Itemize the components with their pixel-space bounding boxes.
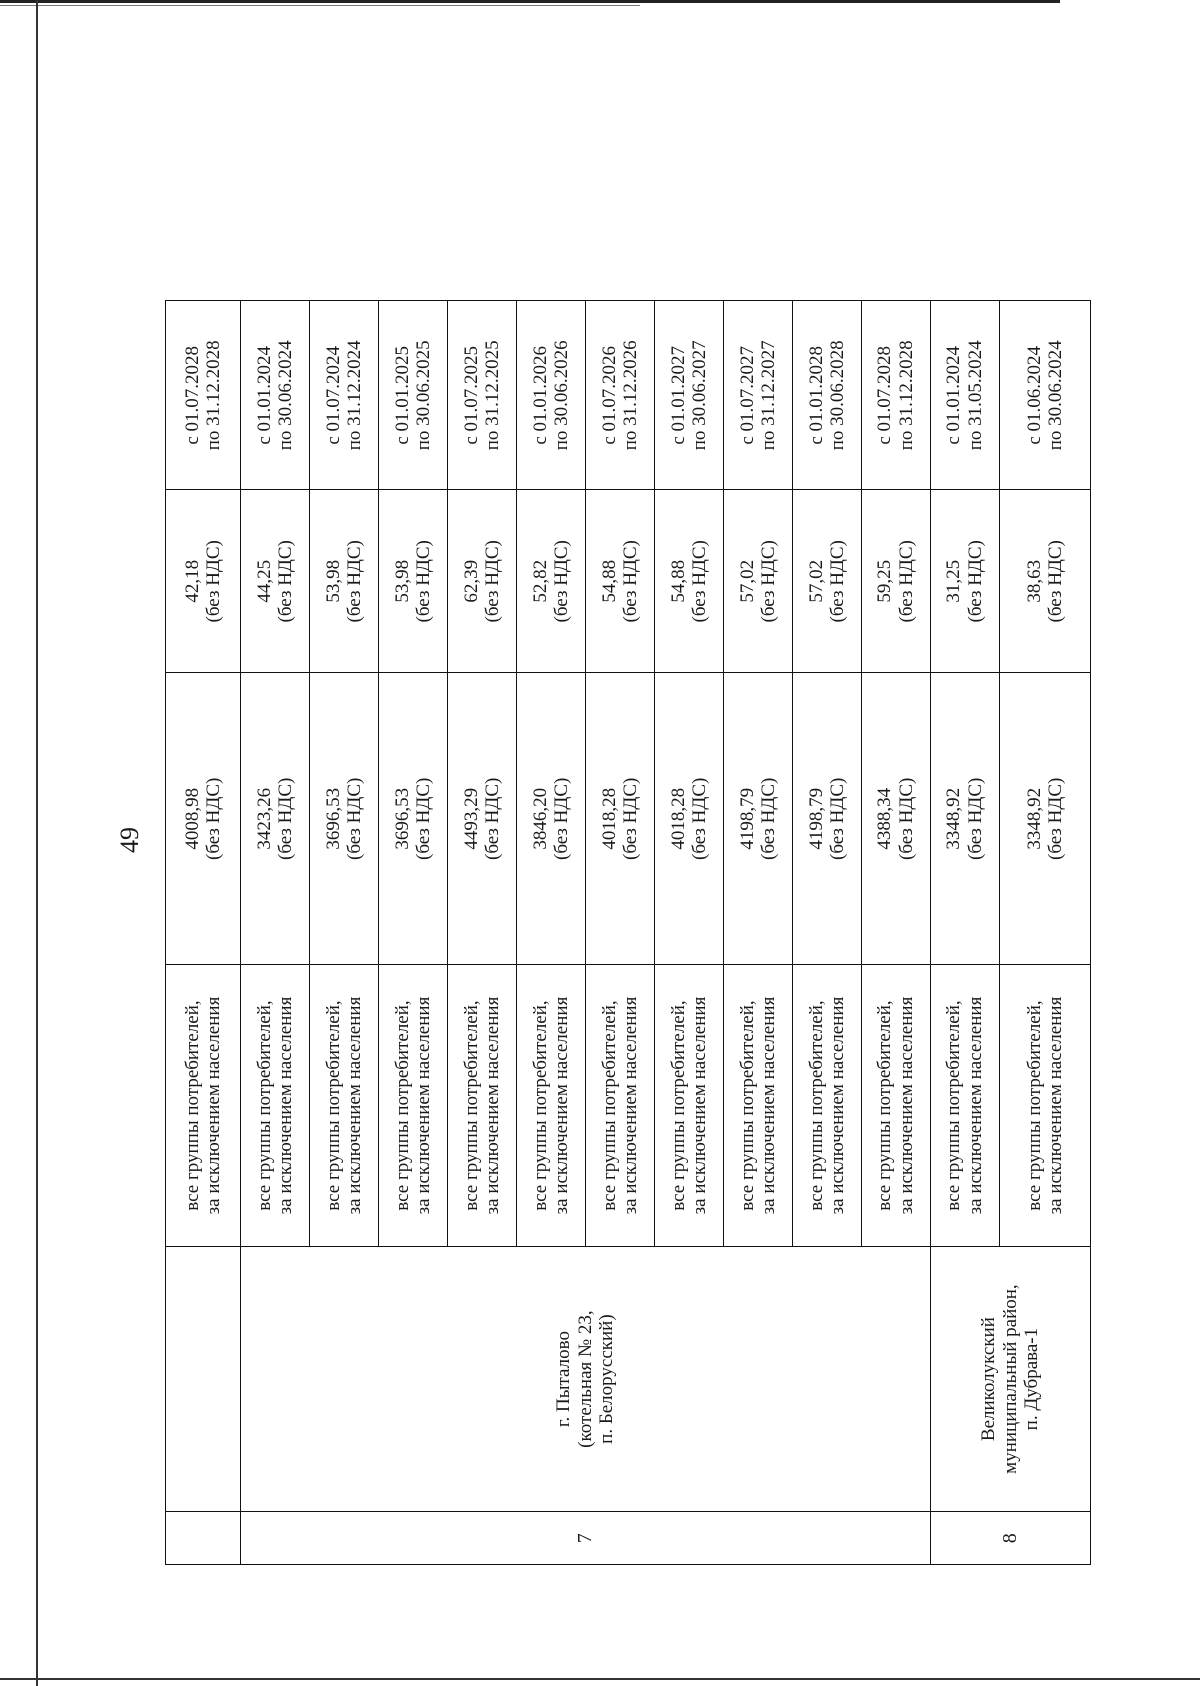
vat-note: (без НДС) bbox=[344, 540, 365, 623]
validity-period-cell bbox=[378, 301, 447, 490]
scan-edge-top-secondary bbox=[0, 5, 640, 6]
consumer-group-line: все группы потребителей, bbox=[391, 1000, 413, 1211]
consumer-group-line: за исключением населения bbox=[275, 996, 297, 1215]
tariff-secondary-value: 54,88 bbox=[598, 559, 620, 603]
validity-period-line: по 31.12.2028 bbox=[895, 340, 917, 451]
tariff-value: 4388,34 bbox=[874, 787, 896, 850]
table-row bbox=[930, 101, 999, 1565]
validity-period-cell bbox=[516, 301, 585, 490]
tariff-value-cell bbox=[861, 673, 930, 965]
row-number-cell: 8 bbox=[930, 1512, 1090, 1565]
consumer-group-cell bbox=[378, 965, 447, 1247]
scan-edge-left bbox=[36, 0, 38, 1686]
tariff-secondary-value: 59,25 bbox=[874, 559, 896, 603]
tariff-value-cell bbox=[585, 673, 654, 965]
tariff-secondary-value: 57,02 bbox=[736, 559, 758, 603]
validity-period-line: с 01.01.2026 bbox=[529, 345, 551, 445]
vat-note: (без НДС) bbox=[964, 777, 986, 860]
consumer-group-cell bbox=[585, 965, 654, 1247]
tariff-value: 3696,53 bbox=[322, 787, 344, 850]
validity-period-cell bbox=[654, 301, 723, 490]
tariff-secondary-value-cell bbox=[654, 490, 723, 673]
vat-note: (без НДС) bbox=[550, 777, 572, 860]
vat-note: (без НДС) bbox=[1044, 540, 1066, 623]
table-row bbox=[241, 101, 310, 1565]
vat-note: (без НДС) bbox=[344, 777, 365, 860]
tariff-table-body bbox=[166, 101, 1091, 1565]
tariff-secondary-value-cell bbox=[792, 490, 861, 673]
validity-period-cell bbox=[310, 301, 379, 490]
row-number-cell bbox=[166, 1512, 241, 1565]
location-cell bbox=[930, 1246, 1090, 1512]
vat-note: (без НДС) bbox=[688, 540, 710, 623]
tariff-secondary-value: 44,25 bbox=[253, 559, 275, 603]
rotated-table-wrapper bbox=[165, 100, 1091, 1565]
consumer-group-cell bbox=[166, 965, 241, 1247]
location-line: г. Пыталово bbox=[553, 1331, 575, 1428]
validity-period-line: по 30.06.2024 bbox=[1044, 340, 1066, 451]
consumer-group-line: за исключением населения bbox=[203, 996, 225, 1215]
row-number-cell: 7 bbox=[241, 1512, 931, 1565]
validity-period-line: с 01.07.2024 bbox=[322, 345, 344, 445]
vat-note: (без НДС) bbox=[481, 540, 503, 623]
tariff-value: 3423,26 bbox=[253, 787, 275, 850]
validity-period-cell bbox=[447, 301, 516, 490]
tariff-value: 4198,79 bbox=[805, 787, 827, 850]
tariff-value: 3348,92 bbox=[1023, 787, 1045, 850]
tariff-value-cell bbox=[999, 673, 1090, 965]
tariff-value-cell bbox=[310, 673, 379, 965]
consumer-group-line: за исключением населения bbox=[757, 996, 779, 1215]
tariff-value: 3846,20 bbox=[529, 787, 551, 850]
vat-note: (без НДС) bbox=[757, 777, 779, 860]
tariff-value-cell bbox=[166, 673, 241, 965]
vat-note: (без НДС) bbox=[964, 540, 986, 623]
tariff-secondary-value-cell bbox=[378, 490, 447, 673]
location-cell bbox=[166, 1246, 241, 1512]
tariff-value: 4198,79 bbox=[736, 787, 758, 850]
location-cell bbox=[241, 1246, 931, 1512]
validity-period-line: по 31.12.2024 bbox=[344, 340, 365, 451]
consumer-group-line: за исключением населения bbox=[550, 996, 572, 1215]
tariff-secondary-value: 54,88 bbox=[667, 559, 689, 603]
consumer-group-line: за исключением населения bbox=[826, 996, 848, 1215]
consumer-group-cell bbox=[723, 965, 792, 1247]
consumer-group-line: все группы потребителей, bbox=[1023, 1000, 1045, 1211]
consumer-group-cell bbox=[861, 965, 930, 1247]
vat-note: (без НДС) bbox=[1044, 777, 1066, 860]
validity-period-line: по 30.06.2027 bbox=[688, 340, 710, 451]
tariff-value-cell bbox=[654, 673, 723, 965]
consumer-group-line: за исключением населения bbox=[964, 996, 986, 1215]
validity-period-line: с 01.01.2024 bbox=[253, 345, 275, 445]
consumer-group-line: за исключением населения bbox=[1044, 996, 1066, 1215]
validity-period-line: по 30.06.2028 bbox=[826, 340, 848, 451]
tariff-secondary-value-cell bbox=[999, 490, 1090, 673]
consumer-group-cell bbox=[999, 965, 1090, 1247]
tariff-value: 4008,98 bbox=[181, 787, 203, 850]
tariff-value-cell bbox=[930, 673, 999, 965]
vat-note: (без НДС) bbox=[619, 540, 641, 623]
vat-note: (без НДС) bbox=[550, 540, 572, 623]
tariff-value-cell bbox=[516, 673, 585, 965]
consumer-group-line: за исключением населения bbox=[895, 996, 917, 1215]
validity-period-line: по 31.12.2028 bbox=[203, 340, 225, 451]
consumer-group-line: все группы потребителей, bbox=[943, 1000, 965, 1211]
tariff-table bbox=[165, 100, 1091, 1565]
validity-period-cell bbox=[723, 301, 792, 490]
vat-note: (без НДС) bbox=[412, 540, 434, 623]
consumer-group-line: все группы потребителей, bbox=[460, 1000, 482, 1211]
tariff-value-cell bbox=[241, 673, 310, 965]
validity-period-cell bbox=[585, 301, 654, 490]
validity-period-cell bbox=[861, 301, 930, 490]
validity-period-line: с 01.07.2026 bbox=[598, 345, 620, 445]
validity-period-line: с 01.01.2025 bbox=[391, 345, 413, 445]
tariff-secondary-value: 62,39 bbox=[460, 559, 482, 603]
consumer-group-cell bbox=[447, 965, 516, 1247]
table-row bbox=[166, 101, 241, 1565]
validity-period-line: с 01.01.2027 bbox=[667, 345, 689, 445]
vat-note: (без НДС) bbox=[826, 540, 848, 623]
consumer-group-line: за исключением населения bbox=[688, 996, 710, 1215]
tariff-value-cell bbox=[378, 673, 447, 965]
tariff-value-cell bbox=[447, 673, 516, 965]
location-line: Великолукский bbox=[978, 1317, 1000, 1442]
validity-period-line: с 01.07.2028 bbox=[181, 345, 203, 445]
vat-note: (без НДС) bbox=[895, 540, 917, 623]
validity-period-line: по 30.06.2024 bbox=[275, 340, 297, 451]
tariff-value-cell bbox=[723, 673, 792, 965]
vat-note: (без НДС) bbox=[275, 540, 297, 623]
validity-period-cell bbox=[792, 301, 861, 490]
tariff-secondary-value: 31,25 bbox=[943, 559, 965, 603]
tariff-secondary-value-cell bbox=[241, 490, 310, 673]
scan-edge-top bbox=[0, 0, 1060, 3]
vat-note: (без НДС) bbox=[412, 777, 434, 860]
consumer-group-cell bbox=[516, 965, 585, 1247]
consumer-group-cell bbox=[792, 965, 861, 1247]
consumer-group-cell bbox=[930, 965, 999, 1247]
tariff-secondary-value-cell bbox=[166, 490, 241, 673]
tariff-secondary-value-cell bbox=[447, 490, 516, 673]
location-line: п. Белорусский) bbox=[596, 1314, 618, 1444]
validity-period-line: по 31.12.2025 bbox=[481, 340, 503, 451]
validity-period-line: с 01.01.2024 bbox=[943, 345, 965, 445]
tariff-secondary-value: 52,82 bbox=[529, 559, 551, 603]
validity-period-line: по 31.05.2024 bbox=[964, 340, 986, 451]
location-line: п. Дубрава-1 bbox=[1021, 1327, 1042, 1431]
vat-note: (без НДС) bbox=[757, 540, 779, 623]
validity-period-line: с 01.07.2027 bbox=[736, 345, 758, 445]
validity-period-line: по 30.06.2025 bbox=[412, 340, 434, 451]
consumer-group-line: все группы потребителей, bbox=[736, 1000, 758, 1211]
validity-period-cell bbox=[930, 301, 999, 490]
tariff-secondary-value-cell bbox=[723, 490, 792, 673]
vat-note: (без НДС) bbox=[275, 777, 297, 860]
tariff-secondary-value: 42,18 bbox=[181, 559, 203, 603]
consumer-group-line: все группы потребителей, bbox=[667, 1000, 689, 1211]
vat-note: (без НДС) bbox=[203, 777, 225, 860]
tariff-secondary-value: 53,98 bbox=[322, 559, 344, 603]
tariff-value: 4018,28 bbox=[598, 787, 620, 850]
validity-period-cell bbox=[999, 301, 1090, 490]
validity-period-line: по 31.12.2026 bbox=[619, 340, 641, 451]
tariff-secondary-value: 53,98 bbox=[391, 559, 413, 603]
validity-period-line: с 01.01.2028 bbox=[805, 345, 827, 445]
vat-note: (без НДС) bbox=[481, 777, 503, 860]
validity-period-line: по 30.06.2026 bbox=[550, 340, 572, 451]
tariff-secondary-value: 57,02 bbox=[805, 559, 827, 603]
consumer-group-cell bbox=[310, 965, 379, 1247]
validity-period-cell bbox=[241, 301, 310, 490]
vat-note: (без НДС) bbox=[895, 777, 917, 860]
tariff-value-cell bbox=[792, 673, 861, 965]
tariff-secondary-value-cell bbox=[585, 490, 654, 673]
consumer-group-line: все группы потребителей, bbox=[253, 1000, 275, 1211]
validity-period-line: с 01.06.2024 bbox=[1023, 345, 1045, 445]
consumer-group-line: все группы потребителей, bbox=[529, 1000, 551, 1211]
consumer-group-line: все группы потребителей, bbox=[181, 1000, 203, 1211]
consumer-group-line: все группы потребителей, bbox=[322, 1000, 344, 1211]
consumer-group-line: все группы потребителей, bbox=[874, 1000, 896, 1211]
consumer-group-line: за исключением населения bbox=[412, 996, 434, 1215]
vat-note: (без НДС) bbox=[619, 777, 641, 860]
validity-period-line: с 01.07.2025 bbox=[460, 345, 482, 445]
scan-edge-bottom bbox=[0, 1678, 1200, 1680]
tariff-value: 3348,92 bbox=[943, 787, 965, 850]
validity-period-line: с 01.07.2028 bbox=[874, 345, 896, 445]
tariff-secondary-value-cell bbox=[930, 490, 999, 673]
vat-note: (без НДС) bbox=[826, 777, 848, 860]
consumer-group-line: все группы потребителей, bbox=[598, 1000, 620, 1211]
tariff-value: 4493,29 bbox=[460, 787, 482, 850]
vat-note: (без НДС) bbox=[203, 540, 225, 623]
consumer-group-line: за исключением населения bbox=[619, 996, 641, 1215]
tariff-secondary-value-cell bbox=[310, 490, 379, 673]
validity-period-line: по 31.12.2027 bbox=[757, 340, 779, 451]
tariff-value: 4018,28 bbox=[667, 787, 689, 850]
tariff-secondary-value-cell bbox=[861, 490, 930, 673]
tariff-secondary-value: 38,63 bbox=[1023, 559, 1045, 603]
tariff-secondary-value-cell bbox=[516, 490, 585, 673]
validity-period-cell bbox=[166, 301, 241, 490]
page-number: 49 bbox=[115, 827, 144, 853]
consumer-group-cell bbox=[241, 965, 310, 1247]
consumer-group-line: все группы потребителей, bbox=[805, 1000, 827, 1211]
location-line: муниципальный район, bbox=[999, 1284, 1021, 1474]
tariff-value: 3696,53 bbox=[391, 787, 413, 850]
consumer-group-cell bbox=[654, 965, 723, 1247]
consumer-group-line: за исключением населения bbox=[344, 996, 365, 1215]
vat-note: (без НДС) bbox=[688, 777, 710, 860]
consumer-group-line: за исключением населения bbox=[481, 996, 503, 1215]
location-line: (котельная № 23, bbox=[574, 1310, 596, 1448]
